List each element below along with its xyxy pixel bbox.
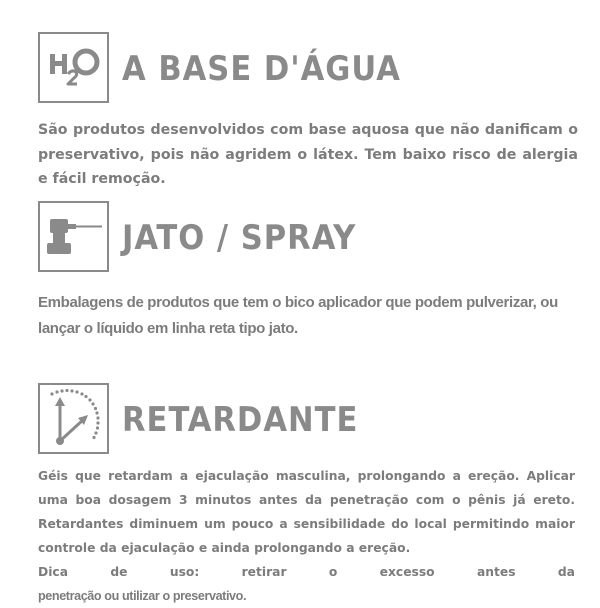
- section-text-jato-spray: Embalagens de produtos que tem o bico aplicador que podem pulverizar, ou lançar o líquido em linha reta tipo jato.: [38, 294, 558, 337]
- retardante-icon-box: [38, 383, 109, 454]
- spray-icon-box: [38, 201, 109, 272]
- usage-tip: Dica de uso: retirar o excesso antes da: [38, 565, 575, 579]
- section-title-retardante: RETARDANTE: [122, 400, 359, 440]
- h2o-icon: [40, 34, 107, 101]
- clock-timer-icon: [40, 385, 107, 452]
- section-text-retardante-block: [38, 464, 575, 608]
- h2o-icon-box: [38, 32, 109, 103]
- section-title-base-agua: A BASE D'ÁGUA: [122, 49, 401, 89]
- section-text-base-agua: São produtos desenvolvidos com base aquosa que não danificam o preservativo, pois não agridem o látex. Tem baixo risco de alergia e fácil remoção.: [38, 122, 578, 187]
- section-text-retardante: Géis que retardam a ejaculação masculina, prolongando a ereção. Aplicar uma boa dosagem 3 minutos antes da penetração com o pênis já ereto. Retardantes diminuem um pouco a sensibilidade do local permitindo maior controle da ejaculação e ainda prolongando a ereção.: [38, 469, 575, 555]
- section-title-jato-spray: JATO / SPRAY: [122, 218, 357, 258]
- spray-nozzle-icon: [40, 203, 107, 270]
- usage-tip-end: penetração ou utilizar o preservativo.: [38, 589, 247, 603]
